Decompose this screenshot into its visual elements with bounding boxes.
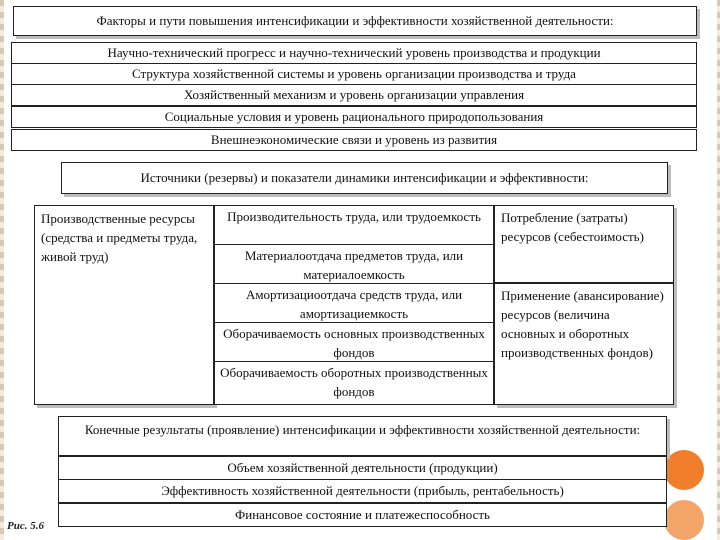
result-row: Финансовое состояние и платежеспособность	[58, 503, 667, 527]
sources-header-box	[61, 162, 668, 194]
decorative-circle-light	[664, 500, 704, 540]
factor-row: Социальные условия и уровень рационального природопользования	[11, 106, 697, 128]
consumption-block: Потребление (затраты) ресурсов (себестоимость)	[494, 205, 674, 283]
results-header-box	[58, 416, 667, 456]
figure-caption: Рис. 5.6	[7, 520, 44, 532]
page-edge-left	[0, 0, 4, 540]
results-header: Конечные результаты (проявление) интенсификации и эффективности хозяйственной деятельности:	[84, 422, 641, 437]
factor-row: Внешнеэкономические связи и уровень из развития	[11, 129, 697, 151]
sources-header: Источники (резервы) и показатели динамики интенсификации и эффективности:	[140, 170, 589, 185]
indicator-cell: Оборачиваемость основных производственных фондов	[214, 322, 494, 362]
result-row: Объем хозяйственной деятельности (продукции)	[58, 456, 667, 480]
factors-title: Факторы и пути повышения интенсификации и эффективности хозяйственной деятельности:	[96, 13, 614, 28]
indicator-cell: Амортизациоотдача средств труда, или амортизациемкость	[214, 283, 494, 323]
result-row: Эффективность хозяйственной деятельности (прибыль, рентабельность)	[58, 479, 667, 503]
factor-row: Научно-технический прогресс и научно-технический уровень производства и продукции	[11, 42, 697, 64]
resources-block: Производственные ресурсы (средства и предметы труда, живой труд)	[34, 205, 214, 405]
factors-title-box	[13, 6, 697, 36]
decorative-circle	[664, 450, 704, 490]
indicator-cell: Производительность труда, или трудоемкость	[214, 205, 494, 245]
indicator-cell: Оборачиваемость оборотных производственных фондов	[214, 361, 494, 405]
application-block: Применение (авансирование) ресурсов (величина основных и оборотных производственных фондов)	[494, 283, 674, 405]
factor-row: Структура хозяйственной системы и уровень организации производства и труда	[11, 63, 697, 85]
factor-row: Хозяйственный механизм и уровень организации управления	[11, 84, 697, 106]
indicator-cell: Материалоотдача предметов труда, или материалоемкость	[214, 244, 494, 284]
